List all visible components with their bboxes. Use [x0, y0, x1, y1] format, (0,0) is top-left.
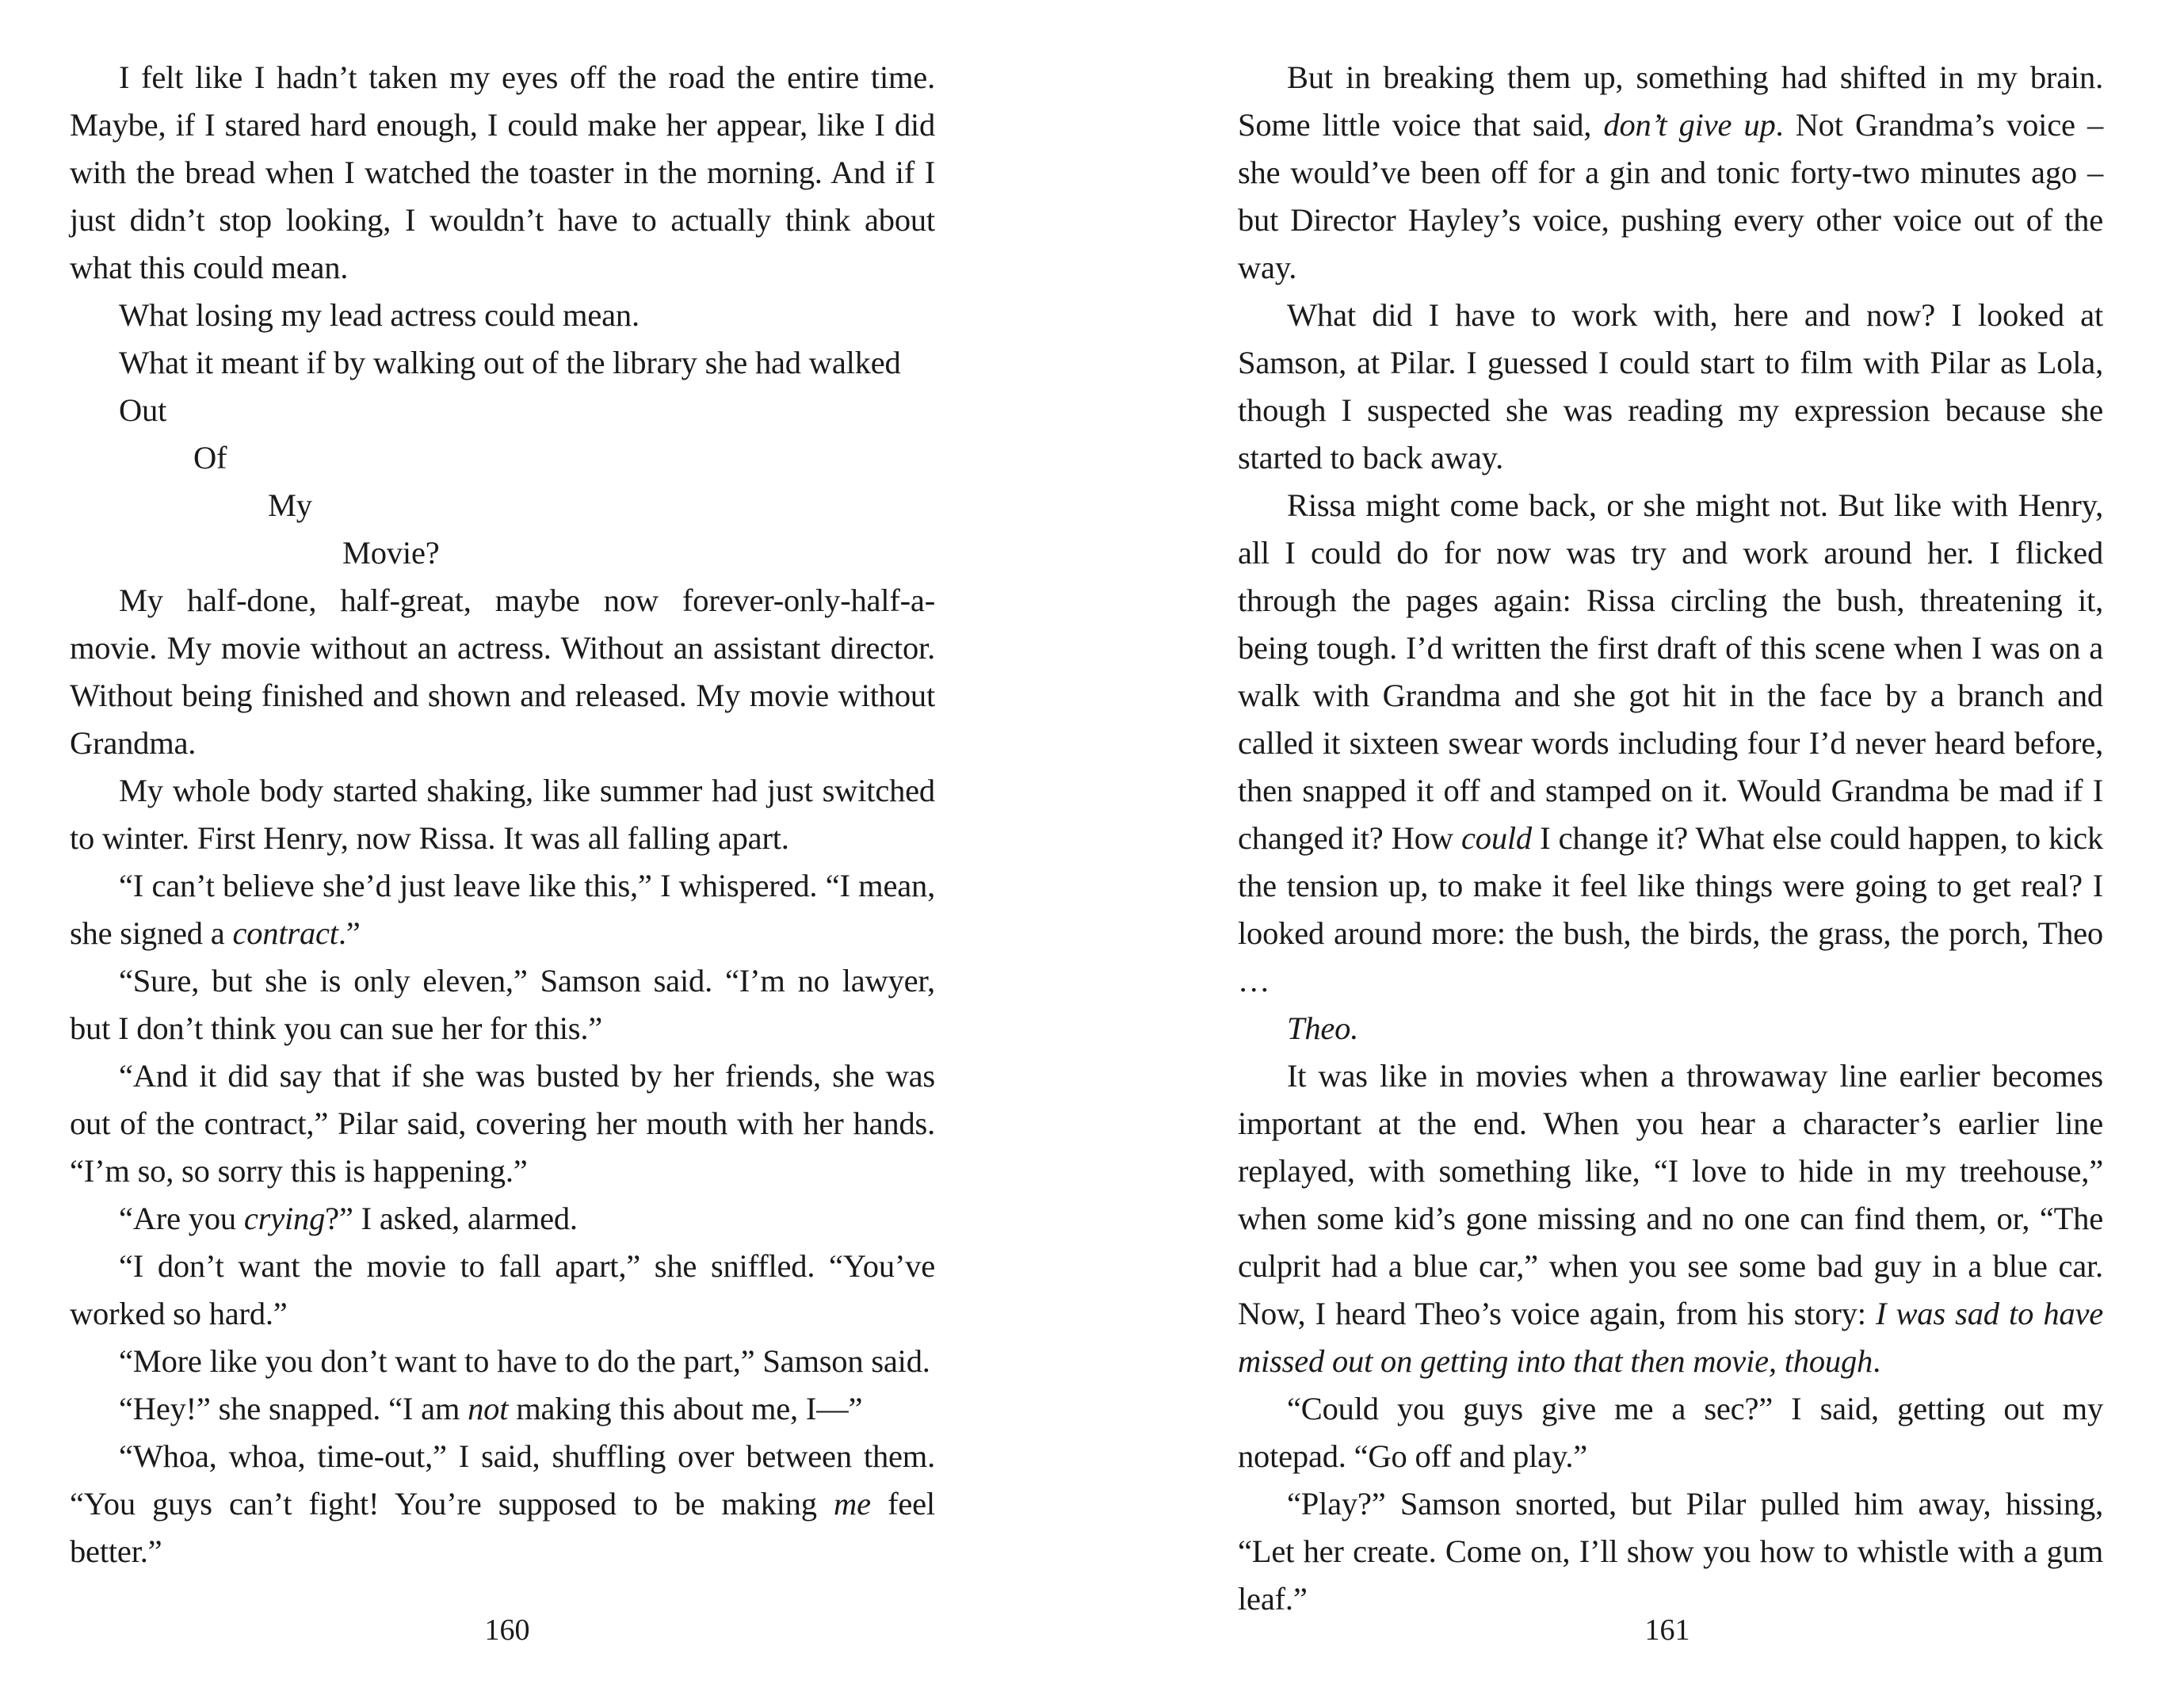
left-page — [70, 54, 935, 1639]
text-run: Out — [119, 392, 167, 428]
text-run: What it meant if by walking out of the library she had walked — [119, 345, 901, 380]
text-run: Movie? — [342, 535, 440, 571]
paragraph — [1238, 292, 2103, 482]
text-run: “Are you — [119, 1201, 244, 1236]
text-run: “Play?” Samson snorted, but Pilar pulled him away, hissing, “Let her create. Come on, I’ll show you how to whistle with a gum leaf.” — [1238, 1486, 2103, 1617]
text-run: “More like you don’t want to have to do the part,” Samson said. — [119, 1343, 930, 1379]
left-page-text — [70, 54, 935, 1575]
right-page — [1238, 54, 2103, 1639]
text-run: My — [268, 487, 312, 523]
paragraph — [1238, 1480, 2103, 1623]
text-run: “Could you guys give me a sec?” I said, getting out my notepad. “Go off and play.” — [1238, 1391, 2103, 1474]
paragraph — [70, 767, 935, 862]
text-run: . — [1873, 1343, 1880, 1379]
text-run: making this about me, I—” — [508, 1391, 863, 1426]
paragraph — [70, 387, 935, 434]
paragraph — [70, 957, 935, 1052]
paragraph — [70, 1433, 935, 1575]
italic-text: me — [834, 1486, 871, 1522]
right-page-text — [1238, 54, 2103, 1623]
italic-text: contract — [232, 915, 338, 951]
italic-text: I was sad to have missed out on getting into that then movie, though — [1238, 1296, 2103, 1379]
text-run: I change it? What else could happen, to kick the tension up, to make it feel like things were going to get real? I looked around more: the bush, the birds, the grass, the porch, Theo … — [1238, 820, 2103, 999]
paragraph — [70, 1243, 935, 1338]
paragraph — [70, 339, 935, 387]
text-run: “Whoa, whoa, time-out,” I said, shuffling over between them. “You guys can’t fight! You’re supposed to be making — [70, 1438, 935, 1522]
paragraph — [70, 577, 935, 767]
paragraph — [70, 482, 935, 529]
text-run: My whole body started shaking, like summer had just switched to winter. First Henry, now Rissa. It was all falling apart. — [70, 773, 935, 856]
text-run: feel better.” — [70, 1486, 935, 1569]
text-run: I felt like I hadn’t taken my eyes off the road the entire time. Maybe, if I stared hard enough, I could make her appear, like I did with the bread when I watched the toaster in the morning. And if I just didn’t stop looking, I wouldn’t have to actually think about what this could mean. — [70, 59, 935, 285]
text-run: ?” I asked, alarmed. — [325, 1201, 578, 1236]
paragraph — [70, 1338, 935, 1385]
text-run: “I don’t want the movie to fall apart,” she sniffled. “You’ve worked so hard.” — [70, 1248, 935, 1331]
text-run: .” — [338, 915, 361, 951]
text-run: “Hey!” she snapped. “I am — [119, 1391, 468, 1426]
paragraph — [70, 292, 935, 339]
text-run: Rissa might come back, or she might not. But like with Henry, all I could do for now was try and work around her. I flicked through the pages again: Rissa circling the bush, threatening it, being tough. I’d written the first draft of this scene when I was on a walk with Grandma and she got hit in the face by a branch and called it sixteen swear words including four I’d never heard before, then snapped it off and stamped on it. Would Grandma be mad if I changed it? How — [1238, 487, 2103, 856]
text-run: . Not Grandma’s voice – she would’ve been off for a gin and tonic forty-two minutes ago – but Director Hayley’s voice, pushing every other voice out of the way. — [1238, 107, 2103, 285]
paragraph — [70, 1052, 935, 1195]
paragraph — [1238, 54, 2103, 292]
paragraph — [70, 862, 935, 957]
page-number-right: 161 — [1644, 1613, 1690, 1647]
italic-text: could — [1461, 820, 1532, 856]
paragraph — [1238, 1052, 2103, 1385]
text-run: Of — [193, 440, 227, 475]
italic-text: Theo. — [1287, 1010, 1359, 1046]
paragraph — [1238, 1385, 2103, 1480]
italic-text: don’t give up — [1603, 107, 1776, 143]
text-run: What losing my lead actress could mean. — [119, 297, 640, 333]
text-run: What did I have to work with, here and now? I looked at Samson, at Pilar. I guessed I could start to film with Pilar as Lola, though I suspected she was reading my expression because she started to back away. — [1238, 297, 2103, 475]
paragraph — [1238, 1005, 2103, 1052]
paragraph — [70, 54, 935, 292]
italic-text: not — [468, 1391, 509, 1426]
text-run: “I can’t believe she’d just leave like this,” I whispered. “I mean, she signed a — [70, 868, 935, 951]
text-run: My half-done, half-great, maybe now forever-only-half-a-movie. My movie without an actress. Without an assistant director. Without being finished and shown and released. My movie without Grandma. — [70, 582, 935, 761]
text-run: It was like in movies when a throwaway line earlier becomes important at the end. When you hear a character’s earlier line replayed, with something like, “I love to hide in my treehouse,” when some kid’s gone missing and no one can find them, or, “The culprit had a blue car,” when you see some bad guy in a blue car. Now, I heard Theo’s voice again, from his story: — [1238, 1058, 2103, 1331]
paragraph — [1238, 482, 2103, 1005]
text-run: “And it did say that if she was busted by her friends, she was out of the contract,” Pilar said, covering her mouth with her hands. “I’m so, so sorry this is happening.” — [70, 1058, 935, 1189]
text-run: “Sure, but she is only eleven,” Samson said. “I’m no lawyer, but I don’t think you can sue her for this.” — [70, 963, 935, 1046]
paragraph — [70, 434, 935, 482]
paragraph — [70, 529, 935, 577]
text-run: But in breaking them up, something had shifted in my brain. Some little voice that said, — [1238, 59, 2103, 143]
paragraph — [70, 1195, 935, 1243]
paragraph — [70, 1385, 935, 1433]
page-number-left: 160 — [484, 1613, 530, 1647]
italic-text: crying — [243, 1201, 326, 1236]
